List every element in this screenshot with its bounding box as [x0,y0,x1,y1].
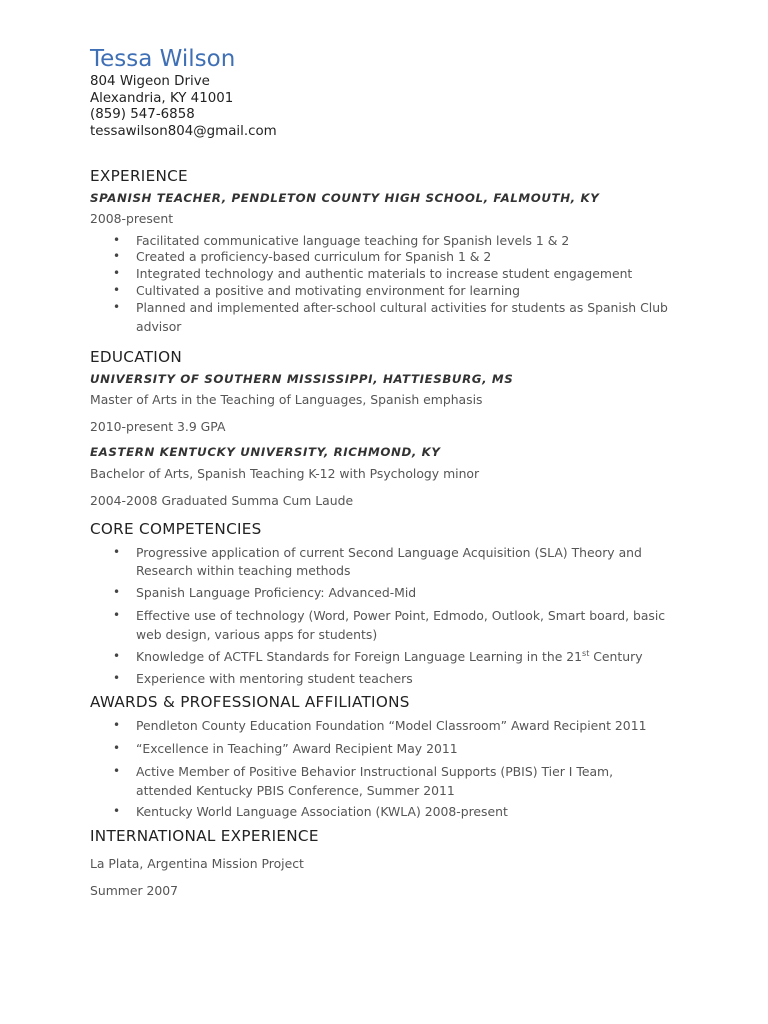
education-detail: 2010-present 3.9 GPA [90,419,226,434]
award-item: Kentucky World Language Association (KWLA) 2008-present [136,804,508,819]
international-date: Summer 2007 [90,883,179,898]
bullet-marker: • [113,741,121,755]
international-project: La Plata, Argentina Mission Project [90,856,304,871]
superscript-st: st [582,648,590,658]
bullet-marker: • [113,608,121,622]
section-heading-international: INTERNATIONAL EXPERIENCE [90,827,319,845]
school-name: EASTERN KENTUCKY UNIVERSITY, RICHMOND, KY [90,445,441,459]
section-heading-competencies: CORE COMPETENCIES [90,520,262,538]
section-heading-experience: EXPERIENCE [90,167,188,185]
award-item-continuation: attended Kentucky PBIS Conference, Summer 2011 [136,783,455,798]
address-line-2: Alexandria, KY 41001 [90,91,234,106]
section-heading-awards: AWARDS & PROFESSIONAL AFFILIATIONS [90,693,410,711]
experience-bullet: Cultivated a positive and motivating environment for learning [136,283,520,298]
school-name: UNIVERSITY OF SOUTHERN MISSISSIPPI, HATTIESBURG, MS [90,372,514,386]
award-item: Pendleton County Education Foundation “Model Classroom” Award Recipient 2011 [136,718,647,733]
section-heading-education: EDUCATION [90,348,182,366]
address-line-1: 804 Wigeon Drive [90,74,210,89]
applicant-name: Tessa Wilson [90,46,236,72]
bullet-marker: • [113,585,121,599]
bullet-marker: • [113,764,121,778]
bullet-marker: • [113,804,121,818]
competency-item: Effective use of technology (Word, Power Point, Edmodo, Outlook, Smart board, basic [136,608,666,623]
competency-text: Century [589,649,643,664]
award-item: Active Member of Positive Behavior Instructional Supports (PBIS) Tier I Team, [136,764,614,779]
competency-item [136,648,643,665]
bullet-marker: • [113,545,121,559]
job-title: SPANISH TEACHER, PENDLETON COUNTY HIGH SCHOOL, FALMOUTH, KY [90,191,600,205]
bullet-marker: • [113,671,121,685]
competency-item: Spanish Language Proficiency: Advanced-Mid [136,585,417,600]
experience-bullet: Planned and implemented after-school cultural activities for students as Spanish Club [136,300,668,315]
bullet-marker: • [113,249,121,263]
education-detail: 2004-2008 Graduated Summa Cum Laude [90,493,354,508]
competency-text: Knowledge of ACTFL Standards for Foreign Language Learning in the 21 [136,649,583,664]
degree: Master of Arts in the Teaching of Languages, Spanish emphasis [90,392,483,407]
phone-number: (859) 547-6858 [90,107,195,122]
competency-item-continuation: Research within teaching methods [136,563,351,578]
experience-bullet: Integrated technology and authentic materials to increase student engagement [136,266,633,281]
bullet-marker: • [113,718,121,732]
competency-item: Experience with mentoring student teachers [136,671,413,686]
competency-item-continuation: web design, various apps for students) [136,627,378,642]
award-item: “Excellence in Teaching” Award Recipient May 2011 [136,741,458,756]
email-address: tessawilson804@gmail.com [90,124,277,139]
experience-bullet: Created a proficiency-based curriculum for Spanish 1 & 2 [136,249,492,264]
bullet-marker: • [113,649,121,663]
experience-bullet-continuation: advisor [136,319,182,334]
competency-item: Progressive application of current Second Language Acquisition (SLA) Theory and [136,545,642,560]
job-dates: 2008-present [90,211,174,226]
experience-bullet: Facilitated communicative language teaching for Spanish levels 1 & 2 [136,233,570,248]
bullet-marker: • [113,266,121,280]
bullet-marker: • [113,300,121,314]
bullet-marker: • [113,283,121,297]
bullet-marker: • [113,233,121,247]
degree: Bachelor of Arts, Spanish Teaching K-12 with Psychology minor [90,466,480,481]
